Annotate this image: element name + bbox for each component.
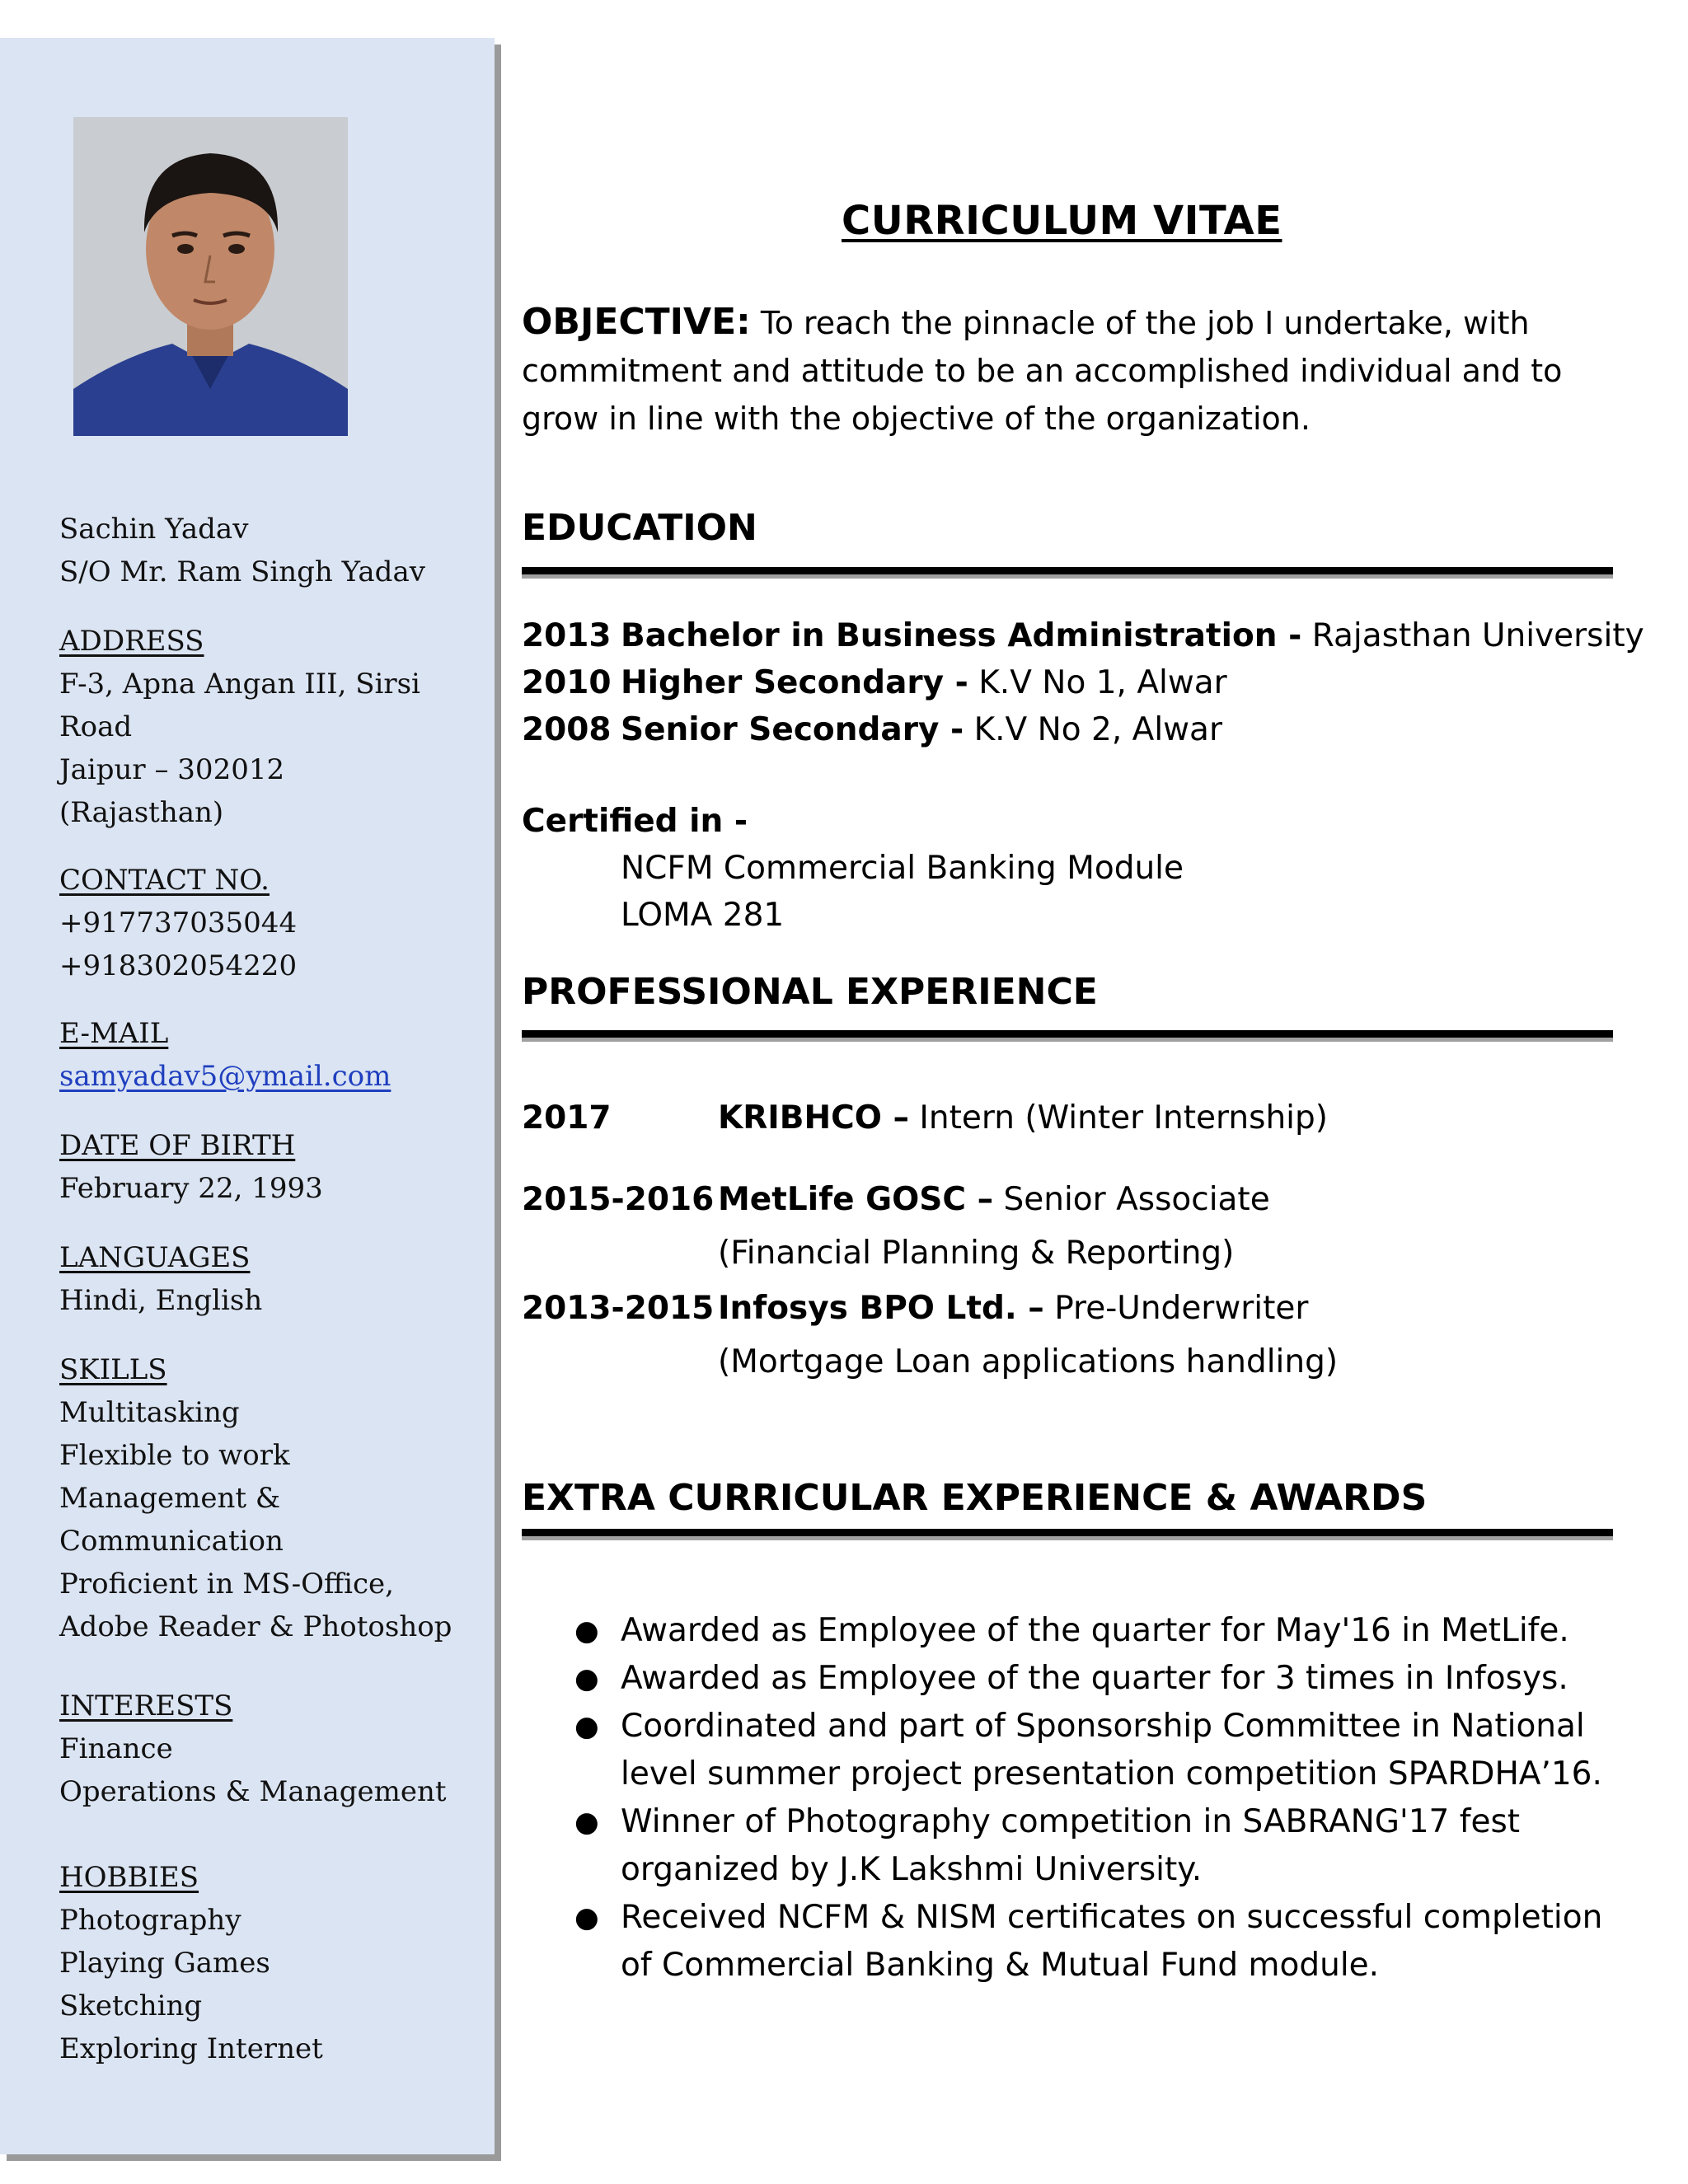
skill-item: Adobe Reader & Photoshop (59, 1610, 452, 1643)
skills-block (59, 1348, 471, 1648)
education-institution: K.V No 2, Alwar (973, 711, 1222, 748)
hobby-item: Sketching (59, 1990, 203, 2022)
education-degree: Senior Secondary - (621, 711, 964, 748)
hobby-item: Exploring Internet (59, 2032, 323, 2065)
award-text: Coordinated and part of Sponsorship Committee in National level summer project presentation competition SPARDHA’16. (621, 1708, 1602, 1793)
awards-heading: EXTRA CURRICULAR EXPERIENCE & AWARDS (522, 1477, 1428, 1519)
address-block (59, 620, 471, 834)
interests-heading: INTERESTS (59, 1690, 233, 1722)
interest-item: Operations & Management (59, 1775, 447, 1808)
contact-block (59, 859, 471, 987)
award-text: Winner of Photography competition in SABRANG'17 fest organized by J.K Lakshmi University. (621, 1803, 1521, 1888)
address-line: (Rajasthan) (59, 796, 224, 829)
certification-item: NCFM Commercial Banking Module (621, 850, 1184, 887)
education-institution: K.V No 1, Alwar (978, 664, 1227, 701)
identity-block (59, 508, 471, 593)
skill-item: Proficient in MS-Office, (59, 1568, 394, 1601)
bullet-icon: ● (574, 1662, 599, 1695)
experience-role: Intern (Winter Internship) (919, 1099, 1328, 1137)
education-year: 2010 (522, 664, 612, 701)
experience-row (522, 1173, 1270, 1227)
profile-photo (73, 117, 348, 436)
experience-role: Senior Associate (1003, 1181, 1270, 1218)
certification-item: LOMA 281 (621, 897, 785, 934)
section-divider (522, 567, 1613, 574)
address-heading: ADDRESS (59, 625, 204, 658)
objective-paragraph (522, 298, 1618, 443)
contact-heading: CONTACT NO. (59, 864, 270, 897)
experience-org: MetLife GOSC – (718, 1181, 994, 1218)
education-degree: Bachelor in Business Administration - (621, 617, 1302, 654)
award-text: Awarded as Employee of the quarter for May'16 in MetLife. (621, 1612, 1569, 1649)
email-heading: E-MAIL (59, 1017, 169, 1050)
phone-number: +918302054220 (59, 949, 298, 982)
education-row (522, 660, 1227, 706)
skill-item: Flexible to work (59, 1439, 290, 1472)
experience-detail: (Mortgage Loan applications handling) (718, 1343, 1339, 1380)
skill-item: Communication (59, 1525, 284, 1558)
hobbies-block (59, 1856, 471, 2070)
experience-row (522, 1091, 1328, 1146)
experience-year: 2015-2016 (522, 1181, 715, 1218)
hobbies-heading: HOBBIES (59, 1861, 199, 1894)
certified-label: Certified in - (522, 803, 748, 840)
education-degree: Higher Secondary - (621, 664, 968, 701)
education-year: 2008 (522, 711, 612, 748)
experience-heading: PROFESSIONAL EXPERIENCE (522, 971, 1098, 1013)
experience-row (522, 1282, 1308, 1336)
bullet-icon: ● (574, 1901, 599, 1934)
interests-block (59, 1685, 471, 1813)
awards-list (571, 1607, 1618, 1990)
education-heading: EDUCATION (522, 507, 757, 549)
email-block (59, 1012, 471, 1098)
education-institution: Rajasthan University (1311, 617, 1644, 654)
objective-text: To reach the pinnacle of the job I undertake, with commitment and attitude to be an accomplished individual and to grow in line with the objective of the organization. (522, 305, 1563, 437)
address-line: F-3, Apna Angan III, Sirsi (59, 668, 420, 701)
hobby-item: Photography (59, 1904, 241, 1937)
main-content (522, 0, 1644, 2184)
email-link[interactable]: samyadav5@ymail.com (59, 1060, 392, 1093)
experience-org: Infosys BPO Ltd. – (718, 1290, 1044, 1327)
list-item (571, 1607, 1618, 1655)
languages-value: Hindi, English (59, 1284, 263, 1317)
bullet-icon: ● (574, 1615, 599, 1647)
languages-heading: LANGUAGES (59, 1241, 251, 1274)
skill-item: Management & (59, 1482, 281, 1515)
list-item (571, 1655, 1618, 1703)
experience-year: 2013-2015 (522, 1290, 715, 1327)
document-title: CURRICULUM VITAE (842, 198, 1282, 244)
list-item (571, 1894, 1618, 1990)
section-divider (522, 1030, 1613, 1038)
hobby-item: Playing Games (59, 1947, 270, 1980)
objective-label: OBJECTIVE: (522, 301, 751, 343)
dob-block (59, 1124, 471, 1210)
experience-detail: (Financial Planning & Reporting) (718, 1235, 1235, 1272)
experience-year: 2017 (522, 1099, 612, 1137)
address-line: Road (59, 710, 133, 743)
section-divider (522, 1529, 1613, 1536)
bullet-icon: ● (574, 1806, 599, 1839)
award-text: Awarded as Employee of the quarter for 3 times in Infosys. (621, 1660, 1568, 1697)
skills-heading: SKILLS (59, 1353, 167, 1386)
education-row (522, 707, 1222, 753)
interest-item: Finance (59, 1732, 173, 1765)
candidate-name: Sachin Yadav (59, 513, 249, 546)
languages-block (59, 1236, 471, 1322)
dob-heading: DATE OF BIRTH (59, 1129, 296, 1162)
phone-number: +917737035044 (59, 907, 298, 940)
list-item (571, 1703, 1618, 1798)
address-line: Jaipur – 302012 (59, 753, 285, 786)
list-item (571, 1798, 1618, 1894)
education-year: 2013 (522, 617, 612, 654)
skill-item: Multitasking (59, 1396, 240, 1429)
dob-value: February 22, 1993 (59, 1172, 323, 1205)
bullet-icon: ● (574, 1710, 599, 1743)
parent-name: S/O Mr. Ram Singh Yadav (59, 555, 425, 588)
award-text: Received NCFM & NISM certificates on successful completion of Commercial Banking & Mutual Fund module. (621, 1899, 1603, 1984)
sidebar (0, 38, 495, 2154)
experience-role: Pre-Underwriter (1054, 1290, 1309, 1327)
experience-org: KRIBHCO – (718, 1099, 909, 1137)
education-row (522, 613, 1644, 659)
